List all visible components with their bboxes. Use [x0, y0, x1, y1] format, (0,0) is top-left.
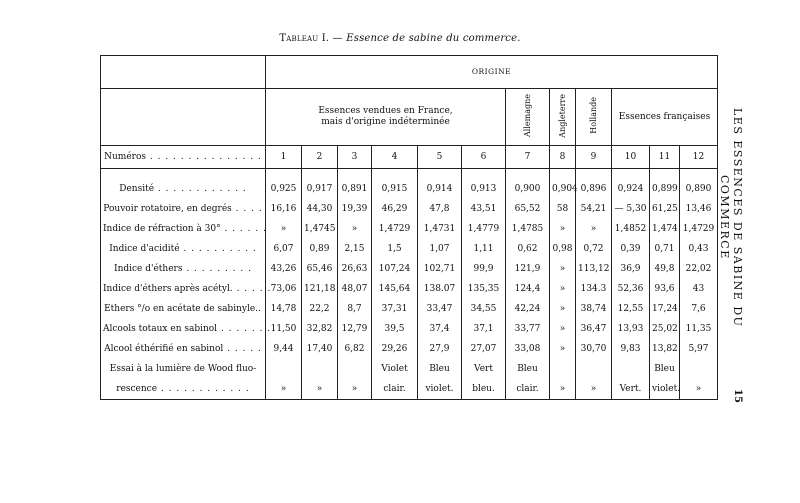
- table-cell: 121,9: [506, 259, 550, 279]
- row-label: Indice d'éthers . . . . . . . . .: [101, 259, 266, 279]
- table-cell: »: [550, 219, 576, 239]
- table-cell: 1,4852: [612, 219, 650, 239]
- table-cell: 34,55: [462, 299, 506, 319]
- column-number: 4: [372, 146, 418, 169]
- table-cell: 17,24: [650, 299, 680, 319]
- table-cell: 9,44: [266, 339, 302, 359]
- wood-cell-line2: Vert.: [612, 379, 650, 400]
- row-label: Alcool éthérifié en sabinol . . . . .: [101, 339, 266, 359]
- corner-cell: [101, 56, 266, 89]
- table-cell: 113,12: [576, 259, 612, 279]
- table-cell: 0,924: [612, 179, 650, 199]
- table-cell: 33,77: [506, 319, 550, 339]
- table-cell: »: [576, 219, 612, 239]
- table-row: [101, 259, 718, 279]
- table-cell: 0,43: [680, 239, 718, 259]
- table-cell: 43,26: [266, 259, 302, 279]
- table-cell: 13,93: [612, 319, 650, 339]
- table-cell: 1,4729: [680, 219, 718, 239]
- table-cell: 145,64: [372, 279, 418, 299]
- column-number: 12: [680, 146, 718, 169]
- table-cell: 12,79: [338, 319, 372, 339]
- table-cell: 7,6: [680, 299, 718, 319]
- wood-cell-line1: Bleu: [650, 359, 680, 379]
- table-cell: 1,4785: [506, 219, 550, 239]
- group-header-row: [101, 89, 718, 146]
- table-cell: 73,06: [266, 279, 302, 299]
- table-cell: 47,8: [418, 199, 462, 219]
- table-cell: 27,9: [418, 339, 462, 359]
- table-cell: 9,83: [612, 339, 650, 359]
- row-label: Alcools totaux en sabinol . . . . . . .: [101, 319, 266, 339]
- column-number: 10: [612, 146, 650, 169]
- table-cell: 11,35: [680, 319, 718, 339]
- table-cell: 2,15: [338, 239, 372, 259]
- table-cell: 0,917: [302, 179, 338, 199]
- table-cell: 93,6: [650, 279, 680, 299]
- table-cell: 1,4731: [418, 219, 462, 239]
- caption-label: Tableau I.: [279, 33, 330, 44]
- table-row: [101, 199, 718, 219]
- wood-cell-line2: »: [338, 379, 372, 400]
- row-label: Indice d'éthers après acétyl. . . . . .: [101, 279, 266, 299]
- table-cell: 0,891: [338, 179, 372, 199]
- table-cell: 8,7: [338, 299, 372, 319]
- running-title: LES ESSENCES DE SABINE DU COMMERCE: [718, 107, 744, 328]
- numbers-label: Numéros . . . . . . . . . . . . . . .: [101, 146, 266, 169]
- table-cell: 44,30: [302, 199, 338, 219]
- wood-cell-line2: »: [266, 379, 302, 400]
- table-cell: 19,39: [338, 199, 372, 219]
- table-cell: 0,890: [680, 179, 718, 199]
- table-cell: 0,71: [650, 239, 680, 259]
- table-row: [101, 319, 718, 339]
- table-cell: 65,52: [506, 199, 550, 219]
- table-cell: 99,9: [462, 259, 506, 279]
- table-row: [101, 219, 718, 239]
- wood-row-line1: [101, 359, 718, 379]
- row-label: Ethers °/o en acétate de sabinyle..: [101, 299, 266, 319]
- table-cell: 124,4: [506, 279, 550, 299]
- column-number: 2: [302, 146, 338, 169]
- wood-cell-line2: »: [576, 379, 612, 400]
- table-cell: 13,46: [680, 199, 718, 219]
- table-cell: 0,913: [462, 179, 506, 199]
- table-cell: 12,55: [612, 299, 650, 319]
- wood-cell-line1: [338, 359, 372, 379]
- wood-cell-line2: clair.: [372, 379, 418, 400]
- table-cell: »: [550, 339, 576, 359]
- wood-cell-line2: »: [302, 379, 338, 400]
- group-france-line2: mais d'origine indéterminée: [321, 117, 450, 127]
- table-cell: 134.3: [576, 279, 612, 299]
- table-row: [101, 299, 718, 319]
- table-cell: 0,39: [612, 239, 650, 259]
- table-cell: »: [550, 319, 576, 339]
- wood-label-line2: rescence . . . . . . . . . . . .: [101, 379, 266, 400]
- table-cell: »: [550, 259, 576, 279]
- table-cell: 52,36: [612, 279, 650, 299]
- table-cell: 1,07: [418, 239, 462, 259]
- table-cell: 1,4779: [462, 219, 506, 239]
- table-cell: 38,74: [576, 299, 612, 319]
- wood-cell-line1: Violet: [372, 359, 418, 379]
- table-cell: 135,35: [462, 279, 506, 299]
- column-number: 5: [418, 146, 462, 169]
- wood-cell-line2: bleu.: [462, 379, 506, 400]
- table-cell: 65,46: [302, 259, 338, 279]
- wood-cell-line2: clair.: [506, 379, 550, 400]
- wood-cell-line1: [576, 359, 612, 379]
- column-number: 6: [462, 146, 506, 169]
- wood-cell-line1: [680, 359, 718, 379]
- corner-cell: [101, 89, 266, 146]
- caption-dash: —: [332, 33, 343, 44]
- table-cell: 54,21: [576, 199, 612, 219]
- table-cell: »: [550, 279, 576, 299]
- table-cell: 0,915: [372, 179, 418, 199]
- table-cell: 37,1: [462, 319, 506, 339]
- column-number: 7: [506, 146, 550, 169]
- wood-cell-line2: »: [680, 379, 718, 400]
- table-cell: »: [338, 219, 372, 239]
- origin-header: ORIGINE: [266, 56, 718, 89]
- table-cell: — 5,30: [612, 199, 650, 219]
- row-label: Densité . . . . . . . . . . . .: [101, 179, 266, 199]
- wood-cell-line1: [550, 359, 576, 379]
- wood-cell-line2: violet.: [418, 379, 462, 400]
- wood-cell-line2: violet.: [650, 379, 680, 400]
- table-cell: 22,02: [680, 259, 718, 279]
- table-cell: 1,11: [462, 239, 506, 259]
- caption-text: Essence de sabine du commerce.: [346, 33, 521, 44]
- row-label: Pouvoir rotatoire, en degrés . . . .: [101, 199, 266, 219]
- table-cell: 36,9: [612, 259, 650, 279]
- table-cell: 33,47: [418, 299, 462, 319]
- group-england: Angleterre: [550, 89, 576, 146]
- table-cell: »: [550, 299, 576, 319]
- table-cell: 25,02: [650, 319, 680, 339]
- column-number: 1: [266, 146, 302, 169]
- wood-row-line2: [101, 379, 718, 400]
- table-cell: 27,07: [462, 339, 506, 359]
- table-cell: 0,914: [418, 179, 462, 199]
- table-row: [101, 179, 718, 199]
- table-cell: 0,899: [650, 179, 680, 199]
- numbers-row: [101, 146, 718, 169]
- table-row: [101, 279, 718, 299]
- table-cell: 16,16: [266, 199, 302, 219]
- table-cell: 30,70: [576, 339, 612, 359]
- page-number: 15: [732, 389, 743, 403]
- table-cell: 0,89: [302, 239, 338, 259]
- table-cell: 107,24: [372, 259, 418, 279]
- spacer-row: [101, 169, 718, 180]
- table-cell: 37,31: [372, 299, 418, 319]
- table-cell: 0,896: [576, 179, 612, 199]
- table-cell: 48,07: [338, 279, 372, 299]
- table-cell: 0,98: [550, 239, 576, 259]
- table-cell: 43: [680, 279, 718, 299]
- table-cell: 43,51: [462, 199, 506, 219]
- table-cell: 17,40: [302, 339, 338, 359]
- column-number: 8: [550, 146, 576, 169]
- table-cell: 61,25: [650, 199, 680, 219]
- group-france: [266, 89, 506, 146]
- origin-header-row: [101, 56, 718, 89]
- group-germany: Allemagne: [506, 89, 550, 146]
- table-cell: 138.07: [418, 279, 462, 299]
- table-cell: 13,82: [650, 339, 680, 359]
- table-cell: 0,900: [506, 179, 550, 199]
- table-cell: 0,72: [576, 239, 612, 259]
- table-cell: 1,5: [372, 239, 418, 259]
- wood-cell-line1: [266, 359, 302, 379]
- table-cell: 6,82: [338, 339, 372, 359]
- row-label: Indice de réfraction à 30° . . . . . .: [101, 219, 266, 239]
- column-number: 9: [576, 146, 612, 169]
- table-cell: 26,63: [338, 259, 372, 279]
- table-cell: 37,4: [418, 319, 462, 339]
- table-cell: 32,82: [302, 319, 338, 339]
- row-label: Indice d'acidité . . . . . . . . . .: [101, 239, 266, 259]
- wood-cell-line2: »: [550, 379, 576, 400]
- table-cell: 0,62: [506, 239, 550, 259]
- table-cell: 121,18: [302, 279, 338, 299]
- table-cell: 102,71: [418, 259, 462, 279]
- table-row: [101, 339, 718, 359]
- table-cell: 1,474: [650, 219, 680, 239]
- group-france-line1: Essences vendues en France,: [318, 106, 453, 116]
- table-cell: 33,08: [506, 339, 550, 359]
- table-cell: 0,925: [266, 179, 302, 199]
- table-cell: 29,26: [372, 339, 418, 359]
- column-number: 11: [650, 146, 680, 169]
- table-cell: 36,47: [576, 319, 612, 339]
- table-cell: 49,8: [650, 259, 680, 279]
- data-table: [100, 55, 718, 400]
- table-cell: 0,904: [550, 179, 576, 199]
- table-cell: 1,4729: [372, 219, 418, 239]
- wood-cell-line1: [302, 359, 338, 379]
- table-caption: [0, 33, 800, 44]
- group-holland: Hollande: [576, 89, 612, 146]
- wood-cell-line1: [612, 359, 650, 379]
- table-cell: 39,5: [372, 319, 418, 339]
- table-cell: 46,29: [372, 199, 418, 219]
- wood-cell-line1: Bleu: [418, 359, 462, 379]
- table-cell: 11,50: [266, 319, 302, 339]
- column-number: 3: [338, 146, 372, 169]
- table-cell: 58: [550, 199, 576, 219]
- table-cell: 1,4745: [302, 219, 338, 239]
- table-cell: 14,78: [266, 299, 302, 319]
- table-cell: 42,24: [506, 299, 550, 319]
- group-french: Essences françaises: [612, 89, 718, 146]
- table-cell: 5,97: [680, 339, 718, 359]
- wood-label-line1: Essai à la lumière de Wood fluo-: [101, 359, 266, 379]
- table-cell: »: [266, 219, 302, 239]
- table-cell: 6,07: [266, 239, 302, 259]
- wood-cell-line1: Bleu: [506, 359, 550, 379]
- table-cell: 22,2: [302, 299, 338, 319]
- table-row: [101, 239, 718, 259]
- wood-cell-line1: Vert: [462, 359, 506, 379]
